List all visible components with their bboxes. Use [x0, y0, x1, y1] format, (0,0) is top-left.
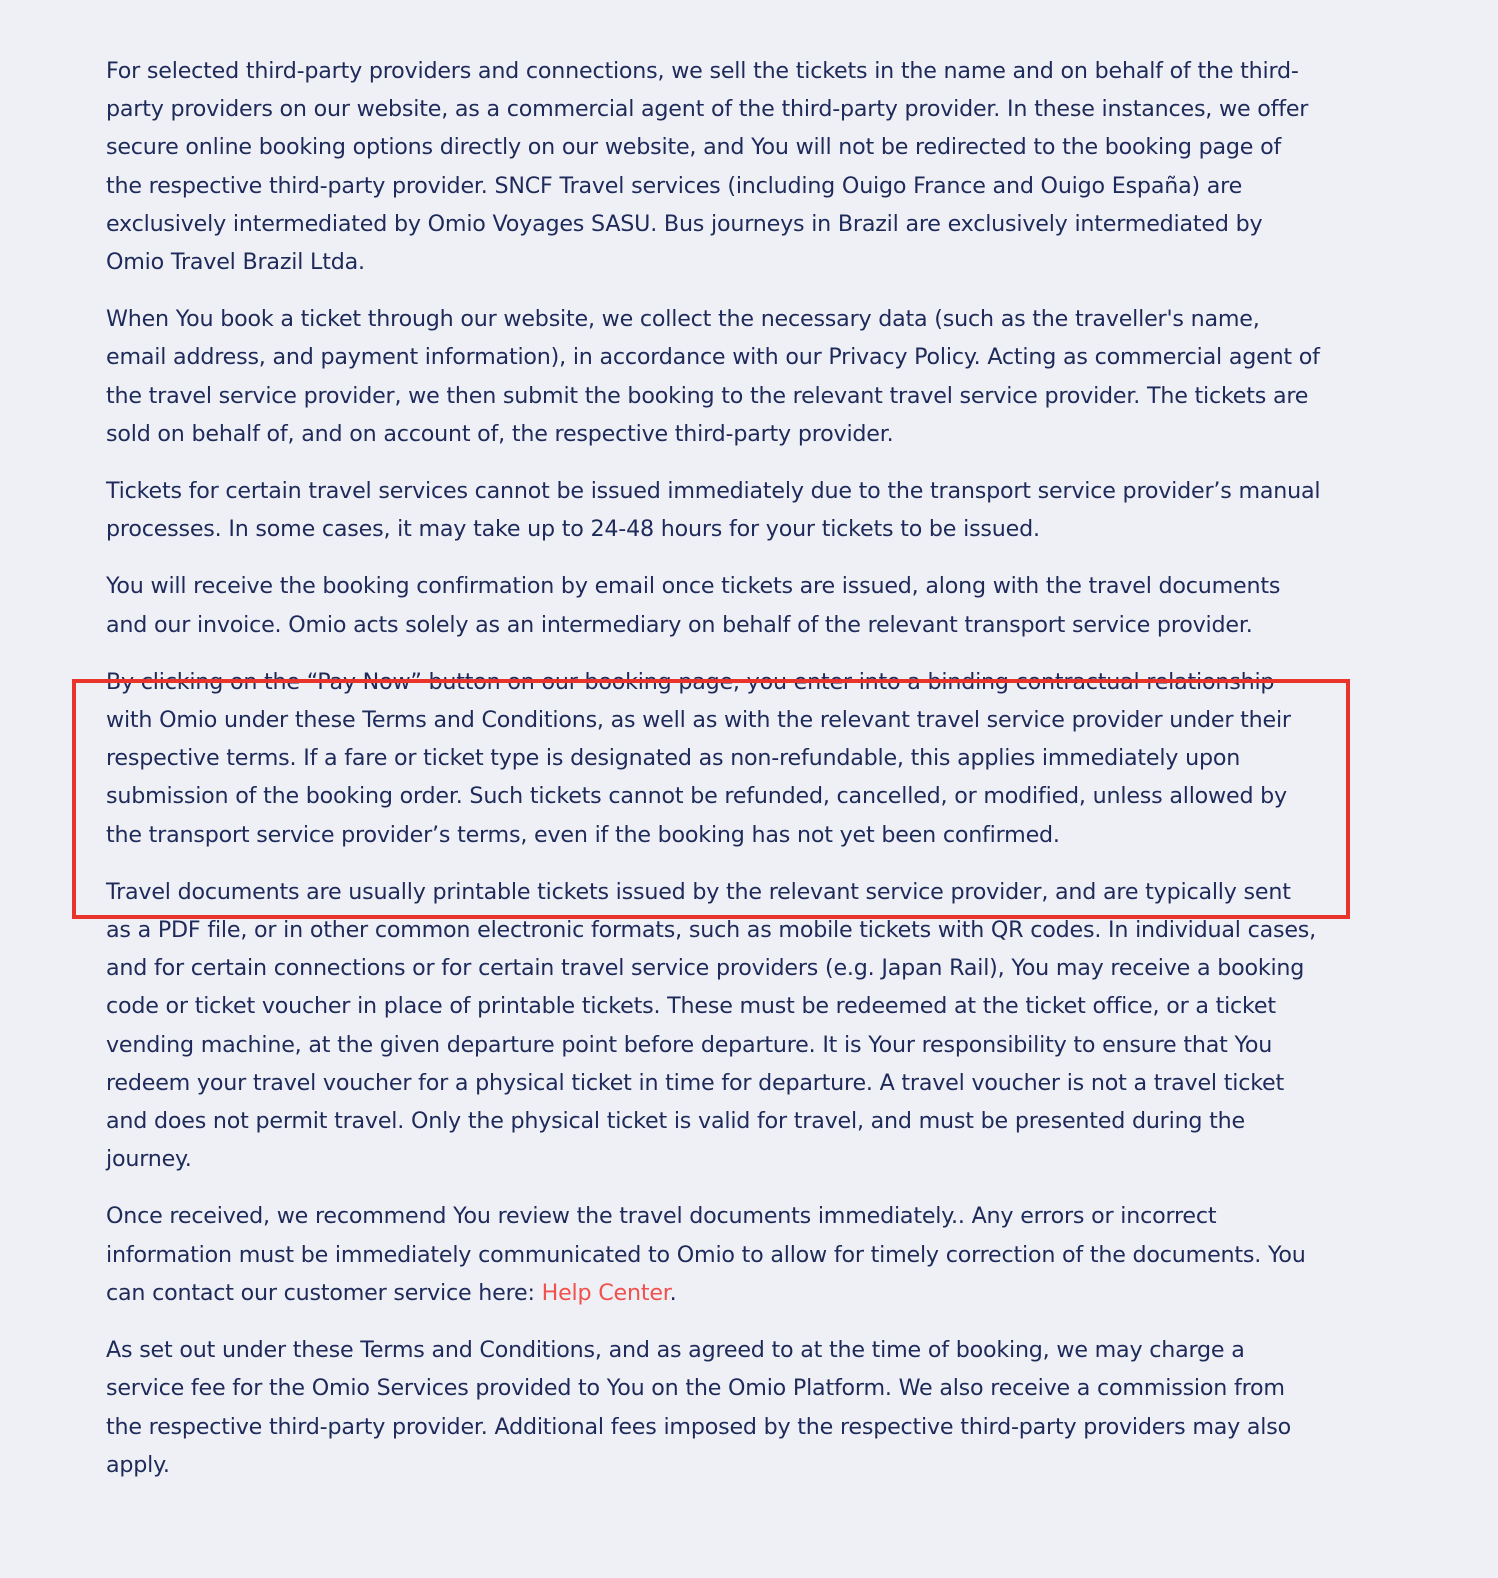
- terms-content: [106, 52, 1321, 1503]
- paragraph-third-party-agent: For selected third-party providers and connections, we sell the tickets in the name and on behalf of the third-party providers on our website, as a commercial agent of the third-party provider. In these instances, we offer secure online booking options directly on our website, and You will not be redirected to the booking page of the respective third-party provider. SNCF Travel services (including Ouigo France and Ouigo España) are exclusively intermediated by Omio Voyages SASU. Bus journeys in Brazil are exclusively intermediated by Omio Travel Brazil Ltda.: [106, 58, 1309, 276]
- paragraph-review-documents: [106, 1197, 1321, 1312]
- review-documents-text: Once received, we recommend You review the travel documents immediately.. Any errors or incorrect information must be immediately communicated to Omio to allow for timely correction of the documents. You can contact our customer service here:: [106, 1203, 1306, 1306]
- paragraph-ticket-issuance: Tickets for certain travel services cannot be issued immediately due to the transport service provider’s manual processes. In some cases, it may take up to 24-48 hours for your tickets to be issued.: [106, 478, 1321, 543]
- paragraph-booking-data: When You book a ticket through our website, we collect the necessary data (such as the traveller's name, email address, and payment information), in accordance with our Privacy Policy. Acting as commercial agent of the travel service provider, we then submit the booking to the relevant travel service provider. The tickets are sold on behalf of, and on account of, the respective third-party provider.: [106, 306, 1320, 447]
- paragraph-service-fee: As set out under these Terms and Conditions, and as agreed to at the time of booking, we may charge a service fee for the Omio Services provided to You on the Omio Platform. We also receive a commission from the respective third-party provider. Additional fees imposed by the respective third-party providers may also apply.: [106, 1337, 1292, 1478]
- paragraph-travel-documents: Travel documents are usually printable tickets issued by the relevant service provider, and are typically sent as a PDF file, or in other common electronic formats, such as mobile tickets with QR codes. In individual cases, and for certain connections or for certain travel service providers (e.g. Japan Rail), You may receive a booking code or ticket voucher in place of printable tickets. These must be redeemed at the ticket office, or a ticket vending machine, at the given departure point before departure. It is Your responsibility to ensure that You redeem your travel voucher for a physical ticket in time for departure. A travel voucher is not a travel ticket and does not permit travel. Only the physical ticket is valid for travel, and must be presented during the journey.: [106, 878, 1317, 1173]
- paragraph-booking-confirmation: You will receive the booking confirmation by email once tickets are issued, along with the travel documents and our invoice. Omio acts solely as an intermediary on behalf of the relevant transport service provider.: [106, 573, 1281, 638]
- help-center-link[interactable]: Help Center: [541, 1279, 670, 1306]
- paragraph-pay-now-contract: By clicking on the “Pay Now” button on our booking page, you enter into a binding contractual relationship with Omio under these Terms and Conditions, as well as with the relevant travel service provider under their respective terms. If a fare or ticket type is designated as non-refundable, this applies immediately upon submission of the booking order. Such tickets cannot be refunded, cancelled, or modified, unless allowed by the transport service provider’s terms, even if the booking has not yet been confirmed.: [106, 668, 1291, 848]
- review-documents-period: .: [669, 1279, 677, 1306]
